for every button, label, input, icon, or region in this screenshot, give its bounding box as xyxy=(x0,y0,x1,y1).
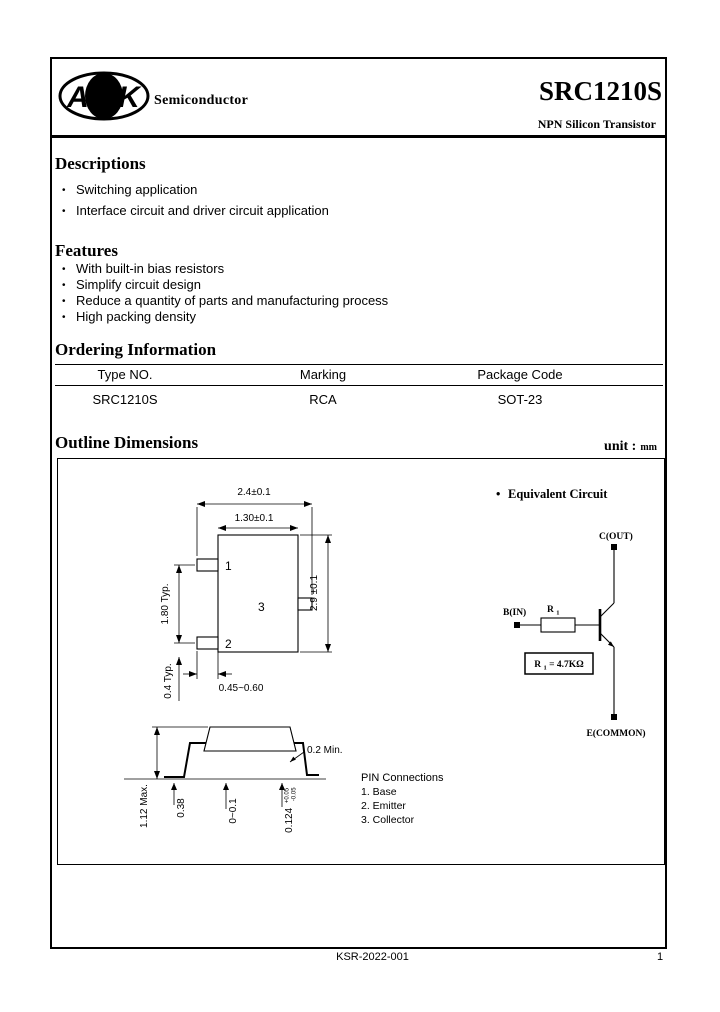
bullet-icon: • xyxy=(62,312,66,323)
ordering-header-type: Type NO. xyxy=(97,367,153,382)
dim-standoff: 0.2 Min. xyxy=(307,745,343,756)
bullet-icon: • xyxy=(62,296,66,307)
features-list xyxy=(62,261,388,325)
dim-lead-typ: 0.4 Typ. xyxy=(163,663,174,699)
feature-item-text: With built-in bias resistors xyxy=(76,261,225,276)
header-rule xyxy=(50,135,667,138)
dim-tilt: 0~0.1 xyxy=(228,798,239,824)
emitter-label: E(COMMON) xyxy=(586,729,646,739)
dim-lead-thickness: 0.38 xyxy=(176,798,187,818)
base-pad xyxy=(514,622,520,628)
r-value-main: R xyxy=(534,660,542,670)
outline-drawing-svg xyxy=(58,459,664,864)
package-top-view xyxy=(197,535,312,652)
logo-letter-a: A xyxy=(67,81,89,114)
table-rule-top xyxy=(55,364,663,365)
ordering-value-type: SRC1210S xyxy=(92,392,158,407)
feature-item xyxy=(62,277,388,293)
dim-body-width: 1.30±0.1 xyxy=(234,513,274,524)
dim-overall-width: 2.4±0.1 xyxy=(237,487,271,498)
equivalent-circuit xyxy=(496,487,646,739)
bullet-icon: • xyxy=(62,206,66,217)
resistor-r1-label xyxy=(547,605,560,617)
pin-connections xyxy=(361,772,444,826)
emitter-pad xyxy=(611,714,617,720)
description-item-text: Switching application xyxy=(76,182,198,197)
table-rule-mid xyxy=(55,385,663,386)
auk-logo xyxy=(57,70,151,122)
ordering-header-package: Package Code xyxy=(477,367,563,382)
dim-lead-width: 0.45~0.60 xyxy=(218,683,264,694)
pin-connection-item: 2. Emitter xyxy=(361,800,406,812)
descriptions-heading: Descriptions xyxy=(55,154,146,173)
dim-body-length: 2.9 ±0.1 xyxy=(309,574,320,612)
base-label: B(IN) xyxy=(503,608,527,618)
description-item xyxy=(62,200,329,221)
ordering-heading: Ordering Information xyxy=(55,340,217,359)
descriptions-list xyxy=(62,179,329,221)
feature-item xyxy=(62,293,388,309)
bullet-icon: • xyxy=(62,280,66,291)
pin-connection-item: 3. Collector xyxy=(361,814,415,826)
equivalent-circuit-title: Equivalent Circuit xyxy=(508,487,608,501)
description-item-text: Interface circuit and driver circuit application xyxy=(76,203,329,218)
page-number: 1 xyxy=(657,951,664,963)
collector-pad xyxy=(611,544,617,550)
r-value-rest: = 4.7KΩ xyxy=(549,660,584,670)
unit-label: unit : xyxy=(604,439,637,454)
equivalent-circuit-bullet: • xyxy=(496,487,501,501)
logo-letter-u: U xyxy=(93,81,115,114)
dim-lead-pitch: 1.80 Typ. xyxy=(160,583,171,625)
dim-height-max: 1.12 Max. xyxy=(139,784,150,828)
pin-1-label: 1 xyxy=(225,559,232,573)
transistor-symbol xyxy=(600,603,614,647)
pin-2-label: 2 xyxy=(225,637,232,651)
dim-foot-tol-plus: +0.05 xyxy=(284,787,291,804)
feature-item-text: Simplify circuit design xyxy=(76,277,201,292)
pin-connection-item: 1. Base xyxy=(361,786,397,798)
feature-item xyxy=(62,309,388,325)
part-number: SRC1210S xyxy=(538,76,662,106)
dim-foot-length xyxy=(281,785,298,833)
dim-foot-main: 0.124 xyxy=(284,807,295,833)
unit-value: mm xyxy=(640,442,657,453)
outline-drawing xyxy=(57,458,665,865)
outline-heading: Outline Dimensions xyxy=(55,433,199,452)
unit-note xyxy=(604,437,657,455)
r1-label-main: R xyxy=(547,605,554,615)
brand-name: Semiconductor xyxy=(154,93,249,108)
ordering-value-marking: RCA xyxy=(309,392,337,407)
r-value-sub: 1 xyxy=(543,664,547,672)
pin-3-label: 3 xyxy=(258,600,265,614)
ordering-value-package: SOT-23 xyxy=(497,392,543,407)
features-heading: Features xyxy=(55,241,118,260)
feature-item xyxy=(62,261,388,277)
bullet-icon: • xyxy=(62,264,66,275)
device-type: NPN Silicon Transistor xyxy=(537,117,656,131)
dim-foot-tol-minus: -0.05 xyxy=(291,787,298,802)
r1-label-sub: 1 xyxy=(556,609,560,617)
feature-item-text: High packing density xyxy=(76,309,196,324)
document-number: KSR-2022-001 xyxy=(336,951,409,963)
resistor-r1-box xyxy=(541,618,575,632)
logo-letter-k: K xyxy=(118,81,140,114)
pin-connections-title: PIN Connections xyxy=(361,772,444,784)
bullet-icon: • xyxy=(62,185,66,196)
feature-item-text: Reduce a quantity of parts and manufacturing process xyxy=(76,293,389,308)
collector-label: C(OUT) xyxy=(599,532,633,542)
description-item xyxy=(62,179,329,200)
ordering-header-marking: Marking xyxy=(299,367,347,382)
